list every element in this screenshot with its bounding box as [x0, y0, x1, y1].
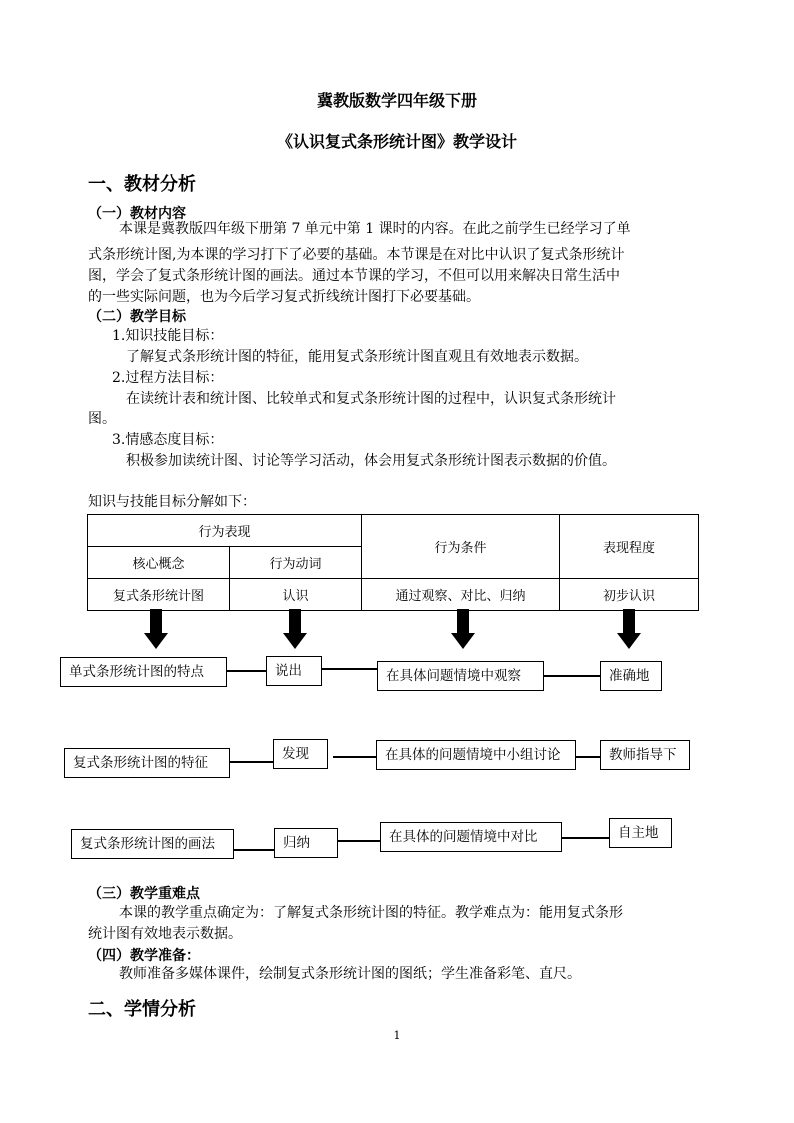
flow-condition-box: 在具体的问题情境中对比 [380, 822, 562, 852]
flow-condition-box: 在具体的问题情境中小组讨论 [376, 740, 576, 770]
header-core-concept: 核心概念 [88, 547, 230, 579]
down-arrow-icon [617, 609, 641, 649]
section-heading-student-analysis: 二、学情分析 [88, 999, 196, 1020]
subheading-teaching-goals: （二）教学目标 [88, 309, 186, 325]
connector-line [322, 668, 377, 670]
connector-line [230, 761, 273, 763]
flow-core-box: 复式条形统计图的画法 [71, 829, 234, 859]
section-heading-material-analysis: 一、教材分析 [88, 174, 196, 195]
subheading-material-content: （一）教材内容 [88, 206, 186, 222]
subheading-key-difficult-points: （三）教学重难点 [88, 886, 200, 902]
header-degree: 表现程度 [560, 515, 699, 579]
flow-verb-box: 说出 [266, 656, 322, 686]
header-action-verb: 行为动词 [230, 547, 362, 579]
paragraph-line: 本课是冀教版四年级下册第 7 单元中第 1 课时的内容。在此之前学生已经学习了单 [119, 221, 631, 237]
lesson-title: 《认识复式条形统计图》教学设计 [276, 132, 517, 151]
goal-text: 积极参加读统计图、讨论等学习活动，体会用复式条形统计图表示数据的价值。 [126, 453, 616, 469]
connector-line [562, 837, 609, 839]
goal-text: 图。 [88, 411, 116, 427]
flow-core-box: 复式条形统计图的特征 [64, 748, 230, 778]
connector-line [338, 840, 380, 842]
goal-text: 了解复式条形统计图的特征，能用复式条形统计图直观且有效地表示数据。 [126, 349, 588, 365]
flow-verb-box: 归纳 [274, 828, 338, 858]
paragraph-line: 统计图有效地表示数据。 [88, 926, 242, 942]
connector-line [333, 756, 376, 758]
paragraph-line: 的一些实际问题，也为今后学习复式折线统计图打下必要基础。 [88, 289, 480, 305]
connector-line [576, 756, 600, 758]
page-number: 1 [393, 1029, 401, 1042]
goal-label: 1.知识技能目标： [112, 328, 224, 344]
connector-line [544, 675, 600, 677]
connector-line [234, 849, 274, 851]
flow-degree-box: 教师指导下 [600, 740, 690, 770]
goals-breakdown-table [87, 514, 699, 611]
cell-degree: 初步认识 [560, 579, 699, 611]
flow-degree-box: 自主地 [609, 818, 672, 848]
paragraph-line: 本课的教学重点确定为：了解复式条形统计图的特征。教学难点为：能用复式条形 [119, 905, 623, 921]
goal-label: 3.情感态度目标： [112, 432, 224, 448]
cell-condition: 通过观察、对比、归纳 [362, 579, 560, 611]
flow-degree-box: 准确地 [600, 661, 662, 691]
paragraph-line: 教师准备多媒体课件，绘制复式条形统计图的图纸；学生准备彩笔、直尺。 [119, 966, 581, 982]
paragraph-line: 图，学会了复式条形统计图的画法。通过本节课的学习，不但可以用来解决日常生活中 [88, 268, 620, 284]
goal-label: 2.过程方法目标： [112, 370, 224, 386]
connector-line [227, 670, 266, 672]
table-row [88, 579, 699, 611]
cell-core-concept: 复式条形统计图 [88, 579, 230, 611]
flow-verb-box: 发现 [273, 739, 328, 769]
goal-text: 在读统计表和统计图、比较单式和复式条形统计图的过程中，认识复式条形统计 [126, 391, 616, 407]
header-behavior: 行为表现 [88, 515, 362, 547]
doc-title: 冀教版数学四年级下册 [316, 91, 477, 110]
down-arrow-icon [144, 609, 168, 649]
cell-action-verb: 认识 [230, 579, 362, 611]
flow-core-box: 单式条形统计图的特点 [60, 657, 227, 687]
flow-condition-box: 在具体问题情境中观察 [377, 661, 544, 691]
header-condition: 行为条件 [362, 515, 560, 579]
down-arrow-icon [451, 609, 475, 649]
subheading-teaching-preparation: （四）教学准备： [88, 948, 200, 964]
down-arrow-icon [283, 609, 307, 649]
breakdown-caption: 知识与技能目标分解如下： [88, 494, 256, 510]
paragraph-line: 式条形统计图,为本课的学习打下了必要的基础。本节课是在对比中认识了复式条形统计 [88, 247, 625, 263]
